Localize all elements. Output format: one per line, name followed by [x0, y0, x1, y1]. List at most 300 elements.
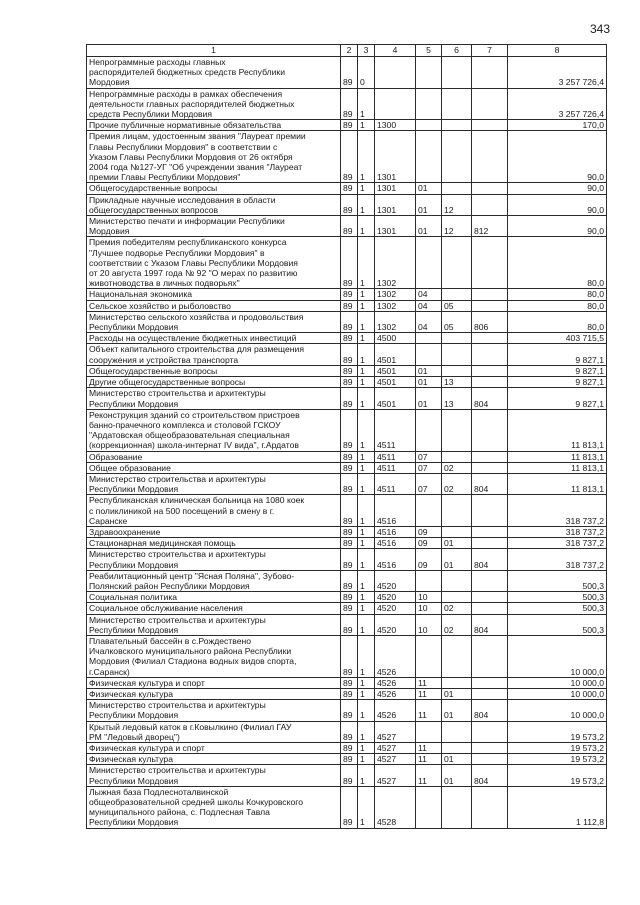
cell-section [416, 131, 442, 183]
cell-section [416, 570, 442, 591]
header-col-5: 5 [416, 45, 442, 57]
cell-item-name: Премия лицам, удостоенным звания "Лауреат премии Главы Республики Мордовия" в соответствии с Указом Главы Республики Мордовия от 26 октября 2004 года №127-УГ "Об учреждении звания "Лауреат премии Главы Республики Мордовия" [87, 131, 341, 183]
cell-section [416, 635, 442, 677]
cell-subsection: 13 [442, 388, 472, 409]
table-row [87, 635, 607, 677]
cell-code-a: 89 [341, 451, 358, 462]
cell-item-name: Непрограммные расходы в рамках обеспечения деятельности главных распорядителей бюджетных средств Республики Мордовия [87, 88, 341, 120]
cell-code-b: 1 [358, 688, 375, 699]
table-row [87, 754, 607, 765]
cell-code-a: 89 [341, 216, 358, 237]
cell-code-a: 89 [341, 688, 358, 699]
cell-department: 804 [472, 765, 508, 786]
cell-subsection: 01 [442, 765, 472, 786]
header-col-8: 8 [508, 45, 607, 57]
cell-amount: 11 813,1 [508, 462, 607, 473]
cell-target-code: 4527 [375, 754, 416, 765]
cell-section: 09 [416, 526, 442, 537]
cell-item-name: Министерство строительства и архитектуры Республики Мордовия [87, 614, 341, 635]
cell-department [472, 377, 508, 388]
cell-code-a: 89 [341, 300, 358, 311]
cell-amount: 500,3 [508, 603, 607, 614]
cell-code-b: 1 [358, 237, 375, 289]
table-row [87, 473, 607, 494]
cell-amount: 10 000,0 [508, 635, 607, 677]
cell-target-code: 4527 [375, 765, 416, 786]
cell-item-name: Другие общегосударственные вопросы [87, 377, 341, 388]
cell-subsection: 05 [442, 300, 472, 311]
cell-code-a: 89 [341, 237, 358, 289]
table-header-row [87, 45, 607, 57]
cell-amount: 9 827,1 [508, 388, 607, 409]
cell-item-name: Прикладные научные исследования в области общегосударственных вопросов [87, 194, 341, 215]
table-row [87, 549, 607, 570]
header-col-6: 6 [442, 45, 472, 57]
cell-section: 09 [416, 549, 442, 570]
cell-department [472, 131, 508, 183]
cell-department [472, 365, 508, 376]
cell-target-code: 4501 [375, 388, 416, 409]
cell-amount: 318 737,2 [508, 526, 607, 537]
table-row [87, 592, 607, 603]
cell-section: 11 [416, 765, 442, 786]
cell-code-b: 1 [358, 333, 375, 344]
cell-section: 01 [416, 377, 442, 388]
cell-department [472, 526, 508, 537]
cell-item-name: Премия победителям республиканского конкурса "Лучшее подворье Республики Мордовия" в соответствии с Указом Главы Республики Мордовия от 20 августа 1997 года № 92 "О мерах по развитию животноводства в личных подворьях" [87, 237, 341, 289]
cell-department [472, 237, 508, 289]
cell-target-code: 4520 [375, 570, 416, 591]
cell-subsection [442, 677, 472, 688]
cell-amount: 318 737,2 [508, 538, 607, 549]
table-row [87, 388, 607, 409]
cell-amount: 170,0 [508, 120, 607, 131]
cell-item-name: Национальная экономика [87, 289, 341, 300]
cell-item-name: Физическая культура и спорт [87, 743, 341, 754]
cell-amount: 10 000,0 [508, 688, 607, 699]
cell-code-a: 89 [341, 721, 358, 742]
cell-section [416, 120, 442, 131]
cell-code-a: 89 [341, 526, 358, 537]
cell-section: 11 [416, 743, 442, 754]
cell-amount: 318 737,2 [508, 495, 607, 527]
cell-section: 11 [416, 677, 442, 688]
cell-code-b: 1 [358, 365, 375, 376]
cell-section: 11 [416, 688, 442, 699]
cell-department [472, 333, 508, 344]
cell-section: 10 [416, 603, 442, 614]
cell-code-a: 89 [341, 603, 358, 614]
cell-item-name: Министерство сельского хозяйства и продовольствия Республики Мордовия [87, 311, 341, 332]
table-row [87, 311, 607, 332]
cell-code-b: 1 [358, 765, 375, 786]
cell-section: 01 [416, 365, 442, 376]
table-row [87, 688, 607, 699]
cell-item-name: Крытый ледовый каток в г.Ковылкино (Филиал ГАУ РМ "Ледовый дворец") [87, 721, 341, 742]
cell-code-b: 1 [358, 743, 375, 754]
cell-target-code: 1301 [375, 131, 416, 183]
cell-code-b: 1 [358, 451, 375, 462]
cell-target-code: 1300 [375, 120, 416, 131]
cell-target-code: 4501 [375, 344, 416, 365]
table-row [87, 377, 607, 388]
header-col-3: 3 [358, 45, 375, 57]
cell-section: 01 [416, 183, 442, 194]
cell-amount: 500,3 [508, 614, 607, 635]
table-row [87, 344, 607, 365]
cell-code-b: 1 [358, 570, 375, 591]
cell-code-a: 89 [341, 131, 358, 183]
cell-subsection [442, 120, 472, 131]
cell-item-name: Расходы на осуществление бюджетных инвестиций [87, 333, 341, 344]
cell-code-a: 89 [341, 289, 358, 300]
header-col-1: 1 [87, 45, 341, 57]
cell-section: 11 [416, 754, 442, 765]
table-row [87, 451, 607, 462]
cell-target-code: 4526 [375, 688, 416, 699]
cell-amount: 9 827,1 [508, 377, 607, 388]
cell-item-name: Прочие публичные нормативные обязательства [87, 120, 341, 131]
cell-subsection [442, 451, 472, 462]
cell-code-b: 1 [358, 700, 375, 721]
cell-code-b: 1 [358, 409, 375, 451]
header-col-7: 7 [472, 45, 508, 57]
cell-department [472, 300, 508, 311]
cell-department: 806 [472, 311, 508, 332]
cell-code-a: 89 [341, 462, 358, 473]
cell-code-a: 89 [341, 677, 358, 688]
table-row [87, 409, 607, 451]
cell-subsection [442, 333, 472, 344]
cell-amount: 403 715,5 [508, 333, 607, 344]
cell-code-b: 1 [358, 216, 375, 237]
cell-code-a: 89 [341, 333, 358, 344]
cell-code-a: 89 [341, 88, 358, 120]
cell-item-name: Министерство строительства и архитектуры Республики Мордовия [87, 388, 341, 409]
cell-department [472, 754, 508, 765]
cell-subsection [442, 570, 472, 591]
cell-section: 07 [416, 451, 442, 462]
cell-department [472, 194, 508, 215]
cell-code-a: 89 [341, 57, 358, 89]
cell-code-a: 89 [341, 388, 358, 409]
cell-target-code: 4511 [375, 473, 416, 494]
cell-subsection: 02 [442, 473, 472, 494]
cell-item-name: Реабилитационный центр "Ясная Поляна", Зубово- Полянский район Республики Мордовия [87, 570, 341, 591]
table-row [87, 786, 607, 828]
cell-code-a: 89 [341, 614, 358, 635]
cell-code-a: 89 [341, 549, 358, 570]
cell-amount: 90,0 [508, 131, 607, 183]
cell-section: 10 [416, 614, 442, 635]
cell-item-name: Министерство печати и информации Республики Мордовия [87, 216, 341, 237]
cell-target-code [375, 57, 416, 89]
table-row [87, 603, 607, 614]
cell-amount: 500,3 [508, 592, 607, 603]
cell-subsection [442, 721, 472, 742]
cell-target-code: 1301 [375, 216, 416, 237]
cell-amount: 19 573,2 [508, 721, 607, 742]
cell-code-a: 89 [341, 377, 358, 388]
cell-subsection [442, 786, 472, 828]
cell-section [416, 237, 442, 289]
cell-department [472, 289, 508, 300]
cell-amount: 500,3 [508, 570, 607, 591]
cell-code-b: 1 [358, 120, 375, 131]
table-row [87, 57, 607, 89]
cell-subsection: 02 [442, 614, 472, 635]
cell-amount: 11 813,1 [508, 473, 607, 494]
cell-target-code: 4511 [375, 462, 416, 473]
cell-section [416, 495, 442, 527]
cell-code-b: 1 [358, 88, 375, 120]
cell-subsection: 12 [442, 194, 472, 215]
cell-target-code: 4516 [375, 526, 416, 537]
cell-amount: 9 827,1 [508, 365, 607, 376]
cell-section [416, 57, 442, 89]
cell-department [472, 462, 508, 473]
cell-item-name: Плавательный бассейн в с.Рождествено Ичалковского муниципального района Республики Мордовия (Филиал Стадиона водных видов спорта, г.Саранск) [87, 635, 341, 677]
cell-code-b: 1 [358, 388, 375, 409]
cell-code-b: 1 [358, 300, 375, 311]
cell-section [416, 786, 442, 828]
cell-target-code: 1301 [375, 183, 416, 194]
cell-item-name: Здравоохранение [87, 526, 341, 537]
cell-target-code: 1302 [375, 311, 416, 332]
cell-code-b: 1 [358, 592, 375, 603]
cell-department [472, 88, 508, 120]
cell-subsection [442, 237, 472, 289]
cell-target-code: 4511 [375, 409, 416, 451]
table-row [87, 677, 607, 688]
cell-code-b: 0 [358, 57, 375, 89]
cell-amount: 90,0 [508, 194, 607, 215]
cell-amount: 318 737,2 [508, 549, 607, 570]
cell-code-b: 1 [358, 635, 375, 677]
cell-section: 01 [416, 194, 442, 215]
cell-item-name: Сельское хозяйство и рыболовство [87, 300, 341, 311]
cell-code-b: 1 [358, 131, 375, 183]
cell-subsection: 02 [442, 603, 472, 614]
cell-code-a: 89 [341, 570, 358, 591]
table-row [87, 300, 607, 311]
cell-subsection [442, 592, 472, 603]
table-row [87, 88, 607, 120]
cell-department [472, 451, 508, 462]
table-row [87, 289, 607, 300]
cell-target-code: 4526 [375, 677, 416, 688]
table-row [87, 194, 607, 215]
cell-target-code: 4520 [375, 592, 416, 603]
cell-department: 804 [472, 614, 508, 635]
cell-subsection [442, 57, 472, 89]
cell-target-code: 4526 [375, 700, 416, 721]
cell-amount: 3 257 726,4 [508, 88, 607, 120]
table-row [87, 462, 607, 473]
cell-section: 04 [416, 300, 442, 311]
cell-item-name: Общегосударственные вопросы [87, 365, 341, 376]
cell-code-a: 89 [341, 700, 358, 721]
cell-department [472, 677, 508, 688]
cell-subsection [442, 743, 472, 754]
cell-department [472, 721, 508, 742]
cell-subsection: 01 [442, 549, 472, 570]
cell-department: 804 [472, 473, 508, 494]
cell-code-a: 89 [341, 765, 358, 786]
cell-amount: 3 257 726,4 [508, 57, 607, 89]
cell-target-code: 1301 [375, 194, 416, 215]
table-row [87, 333, 607, 344]
cell-code-a: 89 [341, 183, 358, 194]
table-row [87, 614, 607, 635]
cell-code-a: 89 [341, 365, 358, 376]
cell-code-a: 89 [341, 409, 358, 451]
table-row [87, 131, 607, 183]
cell-code-b: 1 [358, 311, 375, 332]
cell-subsection: 12 [442, 216, 472, 237]
cell-subsection [442, 289, 472, 300]
cell-amount: 1 112,8 [508, 786, 607, 828]
cell-target-code: 4516 [375, 549, 416, 570]
cell-code-b: 1 [358, 183, 375, 194]
cell-subsection [442, 635, 472, 677]
table-row [87, 721, 607, 742]
cell-code-b: 1 [358, 721, 375, 742]
table-row [87, 765, 607, 786]
table-row [87, 700, 607, 721]
cell-target-code: 4520 [375, 614, 416, 635]
cell-amount: 80,0 [508, 311, 607, 332]
cell-target-code: 4501 [375, 365, 416, 376]
cell-code-b: 1 [358, 289, 375, 300]
cell-code-a: 89 [341, 344, 358, 365]
cell-code-a: 89 [341, 743, 358, 754]
cell-code-a: 89 [341, 786, 358, 828]
table-row [87, 183, 607, 194]
cell-department [472, 538, 508, 549]
cell-code-b: 1 [358, 462, 375, 473]
cell-code-a: 89 [341, 592, 358, 603]
cell-section: 04 [416, 311, 442, 332]
cell-code-b: 1 [358, 754, 375, 765]
table-row [87, 495, 607, 527]
cell-target-code: 4516 [375, 495, 416, 527]
cell-target-code: 4527 [375, 743, 416, 754]
cell-target-code: 4516 [375, 538, 416, 549]
cell-code-b: 1 [358, 495, 375, 527]
table-row [87, 216, 607, 237]
table-row [87, 526, 607, 537]
table-row [87, 120, 607, 131]
cell-target-code: 4501 [375, 377, 416, 388]
cell-item-name: Физическая культура [87, 688, 341, 699]
cell-section: 10 [416, 592, 442, 603]
cell-item-name: Реконструкция зданий со строительством пристроев банно-прачечного комплекса и столовой ГСКОУ "Ардатовская общеобразовательная специальная (коррекционная) школа-интернат IV вида", г.Ардатов [87, 409, 341, 451]
header-col-2: 2 [341, 45, 358, 57]
cell-subsection [442, 495, 472, 527]
cell-subsection: 02 [442, 462, 472, 473]
cell-item-name: Физическая культура [87, 754, 341, 765]
cell-section: 07 [416, 473, 442, 494]
cell-code-a: 89 [341, 754, 358, 765]
cell-target-code: 1302 [375, 237, 416, 289]
cell-item-name: Непрограммные расходы главных распорядителей бюджетных средств Республики Мордовия [87, 57, 341, 89]
cell-department [472, 495, 508, 527]
cell-subsection: 01 [442, 754, 472, 765]
cell-amount: 19 573,2 [508, 743, 607, 754]
cell-target-code [375, 88, 416, 120]
cell-subsection: 01 [442, 700, 472, 721]
cell-item-name: Стационарная медицинская помощь [87, 538, 341, 549]
cell-item-name: Лыжная база Подлесноталвинской общеобразовательной средней школы Кочкуровского муниципального района, с. Подлесная Тавла Республики Мордовия [87, 786, 341, 828]
cell-code-a: 89 [341, 194, 358, 215]
cell-item-name: Общее образование [87, 462, 341, 473]
cell-code-b: 1 [358, 538, 375, 549]
cell-amount: 80,0 [508, 237, 607, 289]
cell-department: 804 [472, 388, 508, 409]
cell-item-name: Объект капитального строительства для размещения сооружения и устройства транспорта [87, 344, 341, 365]
cell-code-b: 1 [358, 377, 375, 388]
cell-department [472, 570, 508, 591]
cell-department [472, 183, 508, 194]
cell-code-b: 1 [358, 194, 375, 215]
cell-department [472, 635, 508, 677]
cell-code-b: 1 [358, 614, 375, 635]
cell-amount: 10 000,0 [508, 677, 607, 688]
cell-item-name: Социальное обслуживание населения [87, 603, 341, 614]
cell-amount: 19 573,2 [508, 754, 607, 765]
cell-section [416, 409, 442, 451]
cell-department: 812 [472, 216, 508, 237]
cell-target-code: 4526 [375, 635, 416, 677]
cell-item-name: Физическая культура и спорт [87, 677, 341, 688]
cell-target-code: 4520 [375, 603, 416, 614]
cell-subsection: 05 [442, 311, 472, 332]
cell-department [472, 688, 508, 699]
cell-section [416, 721, 442, 742]
table-row [87, 365, 607, 376]
cell-subsection [442, 131, 472, 183]
cell-amount: 11 813,1 [508, 409, 607, 451]
cell-department [472, 344, 508, 365]
cell-code-b: 1 [358, 344, 375, 365]
cell-amount: 90,0 [508, 216, 607, 237]
cell-item-name: Республиканская клиническая больница на 1080 коек с поликлиникой на 500 посещений в смену в г. Саранске [87, 495, 341, 527]
page-number: 343 [590, 22, 611, 36]
cell-section: 07 [416, 462, 442, 473]
cell-code-b: 1 [358, 526, 375, 537]
cell-item-name: Министерство строительства и архитектуры Республики Мордовия [87, 473, 341, 494]
cell-code-a: 89 [341, 538, 358, 549]
cell-amount: 80,0 [508, 289, 607, 300]
cell-section [416, 88, 442, 120]
cell-subsection [442, 88, 472, 120]
cell-subsection [442, 344, 472, 365]
cell-section [416, 333, 442, 344]
cell-section [416, 344, 442, 365]
cell-target-code: 4527 [375, 721, 416, 742]
cell-target-code: 1302 [375, 289, 416, 300]
cell-department: 804 [472, 549, 508, 570]
cell-subsection: 01 [442, 538, 472, 549]
cell-item-name: Министерство строительства и архитектуры Республики Мордовия [87, 765, 341, 786]
header-col-4: 4 [375, 45, 416, 57]
cell-section: 11 [416, 700, 442, 721]
cell-subsection [442, 183, 472, 194]
cell-code-b: 1 [358, 603, 375, 614]
cell-section: 04 [416, 289, 442, 300]
cell-code-a: 89 [341, 495, 358, 527]
